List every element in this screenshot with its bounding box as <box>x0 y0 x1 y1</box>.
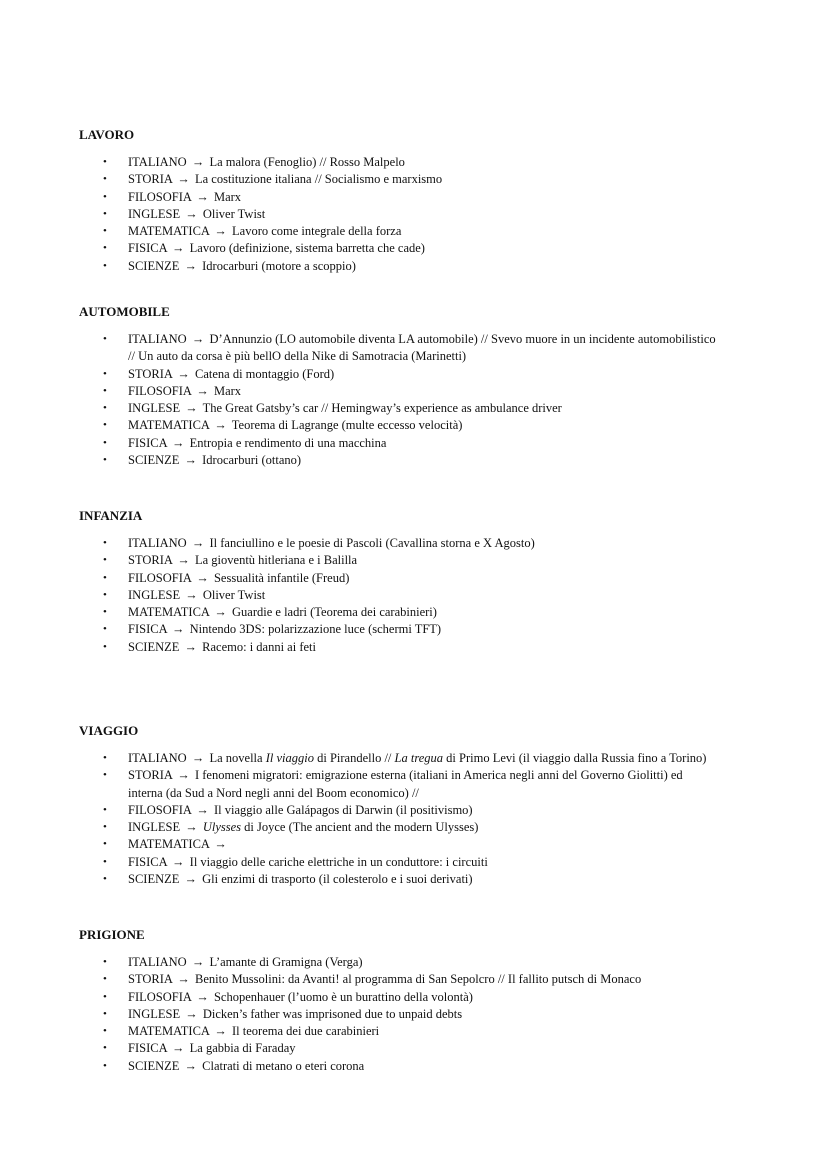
section-automobile <box>79 303 779 469</box>
section-title: INFANZIA <box>79 508 143 523</box>
arrow-icon: → <box>172 1041 185 1056</box>
arrow-icon: → <box>185 820 198 835</box>
arrow-icon: → <box>177 172 190 187</box>
arrow-icon: → <box>172 241 185 256</box>
arrow-icon: → <box>184 1058 198 1073</box>
list-item: • FILOSOFIA → Marx <box>79 189 779 206</box>
bullet-icon: • <box>103 640 107 653</box>
section-title: VIAGGIO <box>79 723 139 738</box>
section-prigione <box>79 926 779 1075</box>
bullet-icon: • <box>103 259 107 272</box>
bullet-icon: • <box>103 588 107 601</box>
list-item: • SCIENZE → Idrocarburi (motore a scoppio) <box>79 258 779 275</box>
list-item: • STORIA → Catena di montaggio (Ford) <box>79 366 779 383</box>
item-list <box>79 954 779 1075</box>
arrow-icon: → <box>172 622 185 637</box>
bullet-icon: • <box>103 571 107 584</box>
arrow-icon: → <box>172 854 185 869</box>
arrow-icon: → <box>214 605 227 620</box>
arrow-icon: → <box>172 435 185 450</box>
section-viaggio <box>79 722 779 888</box>
arrow-icon: → <box>184 872 198 887</box>
bullet-icon: • <box>103 190 107 203</box>
list-item: • INGLESE → Dicken’s father was imprisoned due to unpaid debts <box>79 1006 779 1023</box>
list-item: • SCIENZE → Clatrati di metano o eteri corona <box>79 1058 779 1075</box>
bullet-icon: • <box>103 537 107 549</box>
bullet-icon: • <box>103 1042 107 1055</box>
bullet-icon: • <box>103 606 107 619</box>
arrow-icon: → <box>214 1024 227 1039</box>
list-item: • ITALIANO → La novella Il viaggio di Pirandello // La tregua di Primo Levi (il viaggio dalla Russia fino a Torino) <box>79 750 779 767</box>
bullet-icon: • <box>103 821 107 834</box>
arrow-icon: → <box>196 989 209 1004</box>
bullet-icon: • <box>103 367 107 380</box>
arrow-icon: → <box>185 206 198 221</box>
bullet-icon: • <box>103 436 107 449</box>
bullet-icon: • <box>103 225 107 238</box>
section-infanzia <box>79 507 779 656</box>
arrow-icon: → <box>191 332 205 346</box>
list-item: • ITALIANO → La malora (Fenoglio) // Rosso Malpelo <box>79 154 779 171</box>
item-list <box>79 331 779 469</box>
bullet-icon: • <box>103 242 107 255</box>
arrow-icon: → <box>184 453 198 468</box>
arrow-icon: → <box>196 570 209 585</box>
arrow-icon: → <box>177 553 190 568</box>
bullet-icon: • <box>103 1059 107 1072</box>
arrow-icon: → <box>185 1006 198 1021</box>
list-item: • INGLESE → Ulysses di Joyce (The ancient and the modern Ulysses) <box>79 819 779 836</box>
bullet-icon: • <box>103 333 107 345</box>
list-item: • MATEMATICA → Lavoro come integrale della forza <box>79 223 779 240</box>
bullet-icon: • <box>103 1025 107 1038</box>
section-title: AUTOMOBILE <box>79 304 170 319</box>
bullet-icon: • <box>103 873 107 886</box>
arrow-icon: → <box>191 536 205 550</box>
bullet-icon: • <box>103 623 107 636</box>
list-item: • FISICA → Nintendo 3DS: polarizzazione luce (schermi TFT) <box>79 621 779 638</box>
arrow-icon: → <box>191 955 205 969</box>
item-list <box>79 535 779 656</box>
arrow-icon: → <box>177 366 190 381</box>
bullet-icon: • <box>103 402 107 415</box>
arrow-icon: → <box>184 639 198 654</box>
bullet-icon: • <box>103 419 107 432</box>
list-item: • STORIA → Benito Mussolini: da Avanti! al programma di San Sepolcro // Il fallito putsch di Monaco <box>79 971 779 988</box>
list-item: • ITALIANO → L’amante di Gramigna (Verga) <box>79 954 779 971</box>
arrow-icon: → <box>191 155 205 169</box>
arrow-icon: → <box>196 802 209 817</box>
list-item: • MATEMATICA → Teorema di Lagrange (multe eccesso velocità) <box>79 417 779 434</box>
list-item: • FISICA → Il viaggio delle cariche elettriche in un conduttore: i circuiti <box>79 854 779 871</box>
arrow-icon: → <box>185 587 198 602</box>
list-item: • MATEMATICA → Guardie e ladri (Teorema dei carabinieri) <box>79 604 779 621</box>
item-list <box>79 750 779 888</box>
list-item: • FISICA → Entropia e rendimento di una macchina <box>79 435 779 452</box>
bullet-icon: • <box>103 156 107 168</box>
list-item: • FILOSOFIA → Il viaggio alle Galápagos di Darwin (il positivismo) <box>79 802 779 819</box>
list-item: • STORIA → I fenomeni migratori: emigrazione esterna (italiani in America negli anni del Governo Giolitti) ed interna (da Sud a Nord negli anni del Boom economico) // <box>103 768 683 800</box>
bullet-icon: • <box>103 855 107 868</box>
list-item: • STORIA → La gioventù hitleriana e i Balilla <box>79 552 779 569</box>
list-item: • SCIENZE → Idrocarburi (ottano) <box>79 452 779 469</box>
arrow-icon: → <box>177 768 190 783</box>
bullet-icon: • <box>103 1007 107 1020</box>
list-item: • INGLESE → The Great Gatsby’s car // Hemingway’s experience as ambulance driver <box>79 400 779 417</box>
arrow-icon: → <box>191 751 205 765</box>
arrow-icon: → <box>177 972 190 987</box>
bullet-icon: • <box>103 956 107 968</box>
arrow-icon: → <box>214 418 227 433</box>
list-item: • INGLESE → Oliver Twist <box>79 206 779 223</box>
bullet-icon: • <box>103 752 107 764</box>
list-item: • MATEMATICA → Il teorema dei due carabinieri <box>79 1023 779 1040</box>
arrow-icon: → <box>184 258 198 273</box>
bullet-icon: • <box>103 554 107 567</box>
bullet-icon: • <box>103 384 107 397</box>
bullet-icon: • <box>103 803 107 816</box>
section-lavoro <box>79 126 779 275</box>
bullet-icon: • <box>103 990 107 1003</box>
section-title: PRIGIONE <box>79 927 145 942</box>
list-item: • FISICA → La gabbia di Faraday <box>79 1040 779 1057</box>
arrow-icon: → <box>214 837 227 852</box>
arrow-icon: → <box>196 383 209 398</box>
list-item: • STORIA → La costituzione italiana // Socialismo e marxismo <box>79 171 779 188</box>
list-item: • FILOSOFIA → Sessualità infantile (Freud) <box>79 570 779 587</box>
arrow-icon: → <box>214 224 227 239</box>
list-item: • ITALIANO → D’Annunzio (LO automobile diventa LA automobile) // Svevo muore in un incidente automobilistico // Un auto da corsa è più bellO della Nike di Samotracia (Marinetti) <box>103 332 716 364</box>
list-item: • SCIENZE → Racemo: i danni ai feti <box>79 639 779 656</box>
list-item: • FISICA → Lavoro (definizione, sistema barretta che cade) <box>79 240 779 257</box>
list-item: • MATEMATICA → <box>79 836 779 853</box>
list-item: • INGLESE → Oliver Twist <box>79 587 779 604</box>
item-list <box>79 154 779 275</box>
bullet-icon: • <box>103 173 107 186</box>
bullet-icon: • <box>103 207 107 220</box>
bullet-icon: • <box>103 838 107 851</box>
bullet-icon: • <box>103 769 107 782</box>
list-item: • SCIENZE → Gli enzimi di trasporto (il colesterolo e i suoi derivati) <box>79 871 779 888</box>
bullet-icon: • <box>103 973 107 986</box>
bullet-icon: • <box>103 454 107 467</box>
list-item: • FILOSOFIA → Schopenhauer (l’uomo è un burattino della volontà) <box>79 989 779 1006</box>
section-title: LAVORO <box>79 127 135 142</box>
arrow-icon: → <box>185 401 198 416</box>
list-item: • FILOSOFIA → Marx <box>79 383 779 400</box>
list-item: • ITALIANO → Il fanciullino e le poesie di Pascoli (Cavallina storna e X Agosto) <box>79 535 779 552</box>
arrow-icon: → <box>196 189 209 204</box>
